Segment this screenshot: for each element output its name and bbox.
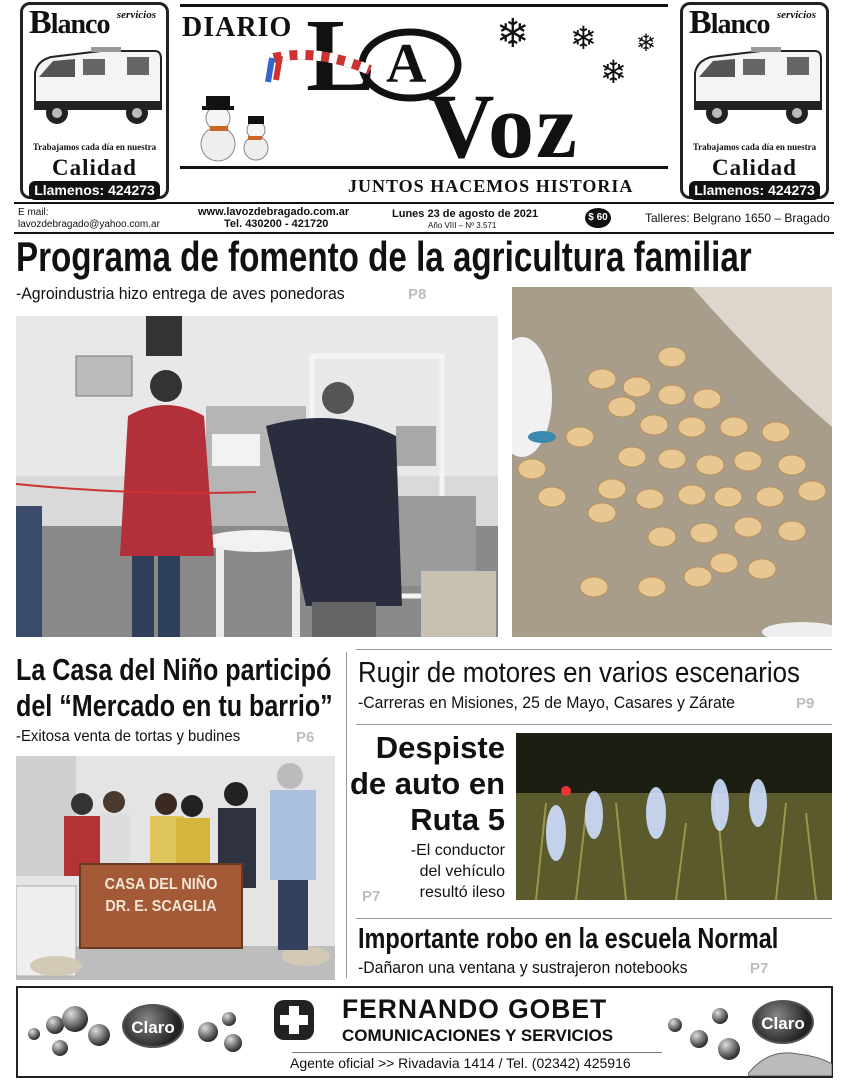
robo-page-ref: P7 xyxy=(750,960,769,977)
snowman-icon xyxy=(196,90,276,164)
ad-services-label: servicios xyxy=(116,9,156,21)
ad-services-label: servicios xyxy=(776,9,816,21)
despiste-headline-line2[interactable]: de auto en xyxy=(349,766,505,801)
bubble-icon xyxy=(222,1012,236,1026)
scarf-icon xyxy=(262,40,374,86)
info-top-rule xyxy=(14,202,834,204)
casa-subhead: -Exitosa venta de tortas y budines xyxy=(16,728,241,745)
ambulance-van-icon xyxy=(691,43,823,133)
price-badge: $ 60 xyxy=(585,208,611,228)
bubble-icon xyxy=(52,1040,68,1056)
section-rule xyxy=(356,649,832,650)
gobet-agent-address: Agente oficial >> Rivadavia 1414 / Tel. (02342) 425916 xyxy=(290,1055,631,1071)
photo-casa-del-nino xyxy=(16,756,335,980)
bubble-icon xyxy=(668,1018,682,1032)
bubble-icon xyxy=(88,1024,110,1046)
masthead-letter-l: L xyxy=(306,0,376,113)
talleres-address: Talleres: Belgrano 1650 – Bragado xyxy=(645,211,830,225)
main-page-ref: P8 xyxy=(408,286,427,303)
ad-blanco-left xyxy=(20,2,169,199)
despiste-sub-line2: del vehículo xyxy=(419,863,505,880)
masthead-diario: DIARIO xyxy=(182,12,293,43)
ad-fernando-gobet xyxy=(16,986,833,1078)
despiste-sub-line1: -El conductor xyxy=(410,842,505,859)
ad-tagline-small: Trabajamos cada día en nuestra xyxy=(32,142,157,152)
robo-headline[interactable]: Importante robo en la escuela Normal xyxy=(358,923,779,955)
main-subhead: -Agroindustria hizo entrega de aves ponedoras xyxy=(16,284,345,303)
phone-numbers: Tel. 430200 - 421720 xyxy=(224,218,329,230)
photo-agroindustria-delivery xyxy=(16,316,498,637)
snowflake-icon: ❄ xyxy=(570,20,597,56)
bubble-icon xyxy=(690,1030,708,1048)
column-divider xyxy=(346,652,347,978)
ad-phone: Llamenos: 424273 xyxy=(29,181,160,200)
masthead-tagline: JUNTOS HACEMOS HISTORIA xyxy=(348,176,634,196)
section-rule xyxy=(356,918,832,919)
hand-phone-icon xyxy=(748,1044,832,1076)
snowflake-icon: ❄ xyxy=(636,30,657,57)
ad-brand: Blanco xyxy=(29,4,110,41)
email-address[interactable]: lavozdebragado@yahoo.com.ar xyxy=(18,219,160,230)
photo-despiste-night xyxy=(516,733,832,900)
claro-logo: Claro xyxy=(122,1004,184,1048)
gobet-services: COMUNICACIONES Y SERVICIOS xyxy=(342,1026,614,1045)
bubble-icon xyxy=(28,1028,40,1040)
gobet-divider xyxy=(292,1052,662,1053)
photo-chicks xyxy=(512,287,832,637)
despiste-sub-line3: resultó ileso xyxy=(419,884,505,901)
email-label: E mail: xyxy=(18,207,49,218)
casa-headline-line2[interactable]: del “Mercado en tu barrio” xyxy=(16,688,333,723)
despiste-headline-line1[interactable]: Despiste xyxy=(375,730,505,765)
section-rule xyxy=(356,724,832,725)
snowflake-icon: ❄ xyxy=(496,12,530,56)
casa-sign-line1: CASA DEL NIÑO xyxy=(104,876,218,893)
motores-subhead: -Carreras en Misiones, 25 de Mayo, Casares y Zárate xyxy=(358,693,735,712)
ad-phone: Llamenos: 424273 xyxy=(689,181,820,200)
issue-date: Lunes 23 de agosto de 2021 xyxy=(392,208,539,220)
issue-number: Año VIII – Nº 3.571 xyxy=(428,221,497,230)
main-headline[interactable]: Programa de fomento de la agricultura familiar xyxy=(16,233,752,280)
snowflake-icon: ❄ xyxy=(600,54,627,90)
ad-tagline-big: Calidad xyxy=(52,155,137,180)
ambulance-van-icon xyxy=(31,43,163,133)
robo-subhead: -Dañaron una ventana y sustrajeron notebooks xyxy=(358,958,688,977)
casa-sign-line2: DR. E. SCAGLIA xyxy=(105,898,217,915)
bubble-icon xyxy=(224,1034,242,1052)
ad-tagline-small: Trabajamos cada día en nuestra xyxy=(692,142,817,152)
masthead-letter-a: A xyxy=(386,33,427,95)
motores-headline[interactable]: Rugir de motores en varios escenarios xyxy=(358,657,800,689)
bubble-icon xyxy=(712,1008,728,1024)
ad-brand: Blanco xyxy=(689,4,770,41)
despiste-page-ref: P7 xyxy=(362,888,381,905)
bubble-icon xyxy=(198,1022,218,1042)
website-link[interactable]: www.lavozdebragado.com.ar xyxy=(198,206,350,218)
bubble-icon xyxy=(718,1038,740,1060)
cross-shield-icon xyxy=(272,998,316,1042)
ad-tagline-big: Calidad xyxy=(712,155,797,180)
ad-blanco-right xyxy=(680,2,829,199)
despiste-headline-line3[interactable]: Ruta 5 xyxy=(410,802,505,837)
bubble-icon xyxy=(62,1006,88,1032)
motores-page-ref: P9 xyxy=(796,695,815,712)
casa-page-ref: P6 xyxy=(296,729,315,746)
masthead-voz: Voz xyxy=(428,75,579,177)
claro-logo: Claro xyxy=(752,1000,814,1044)
casa-headline-line1[interactable]: La Casa del Niño participó xyxy=(16,652,332,687)
gobet-name: FERNANDO GOBET xyxy=(342,994,608,1024)
